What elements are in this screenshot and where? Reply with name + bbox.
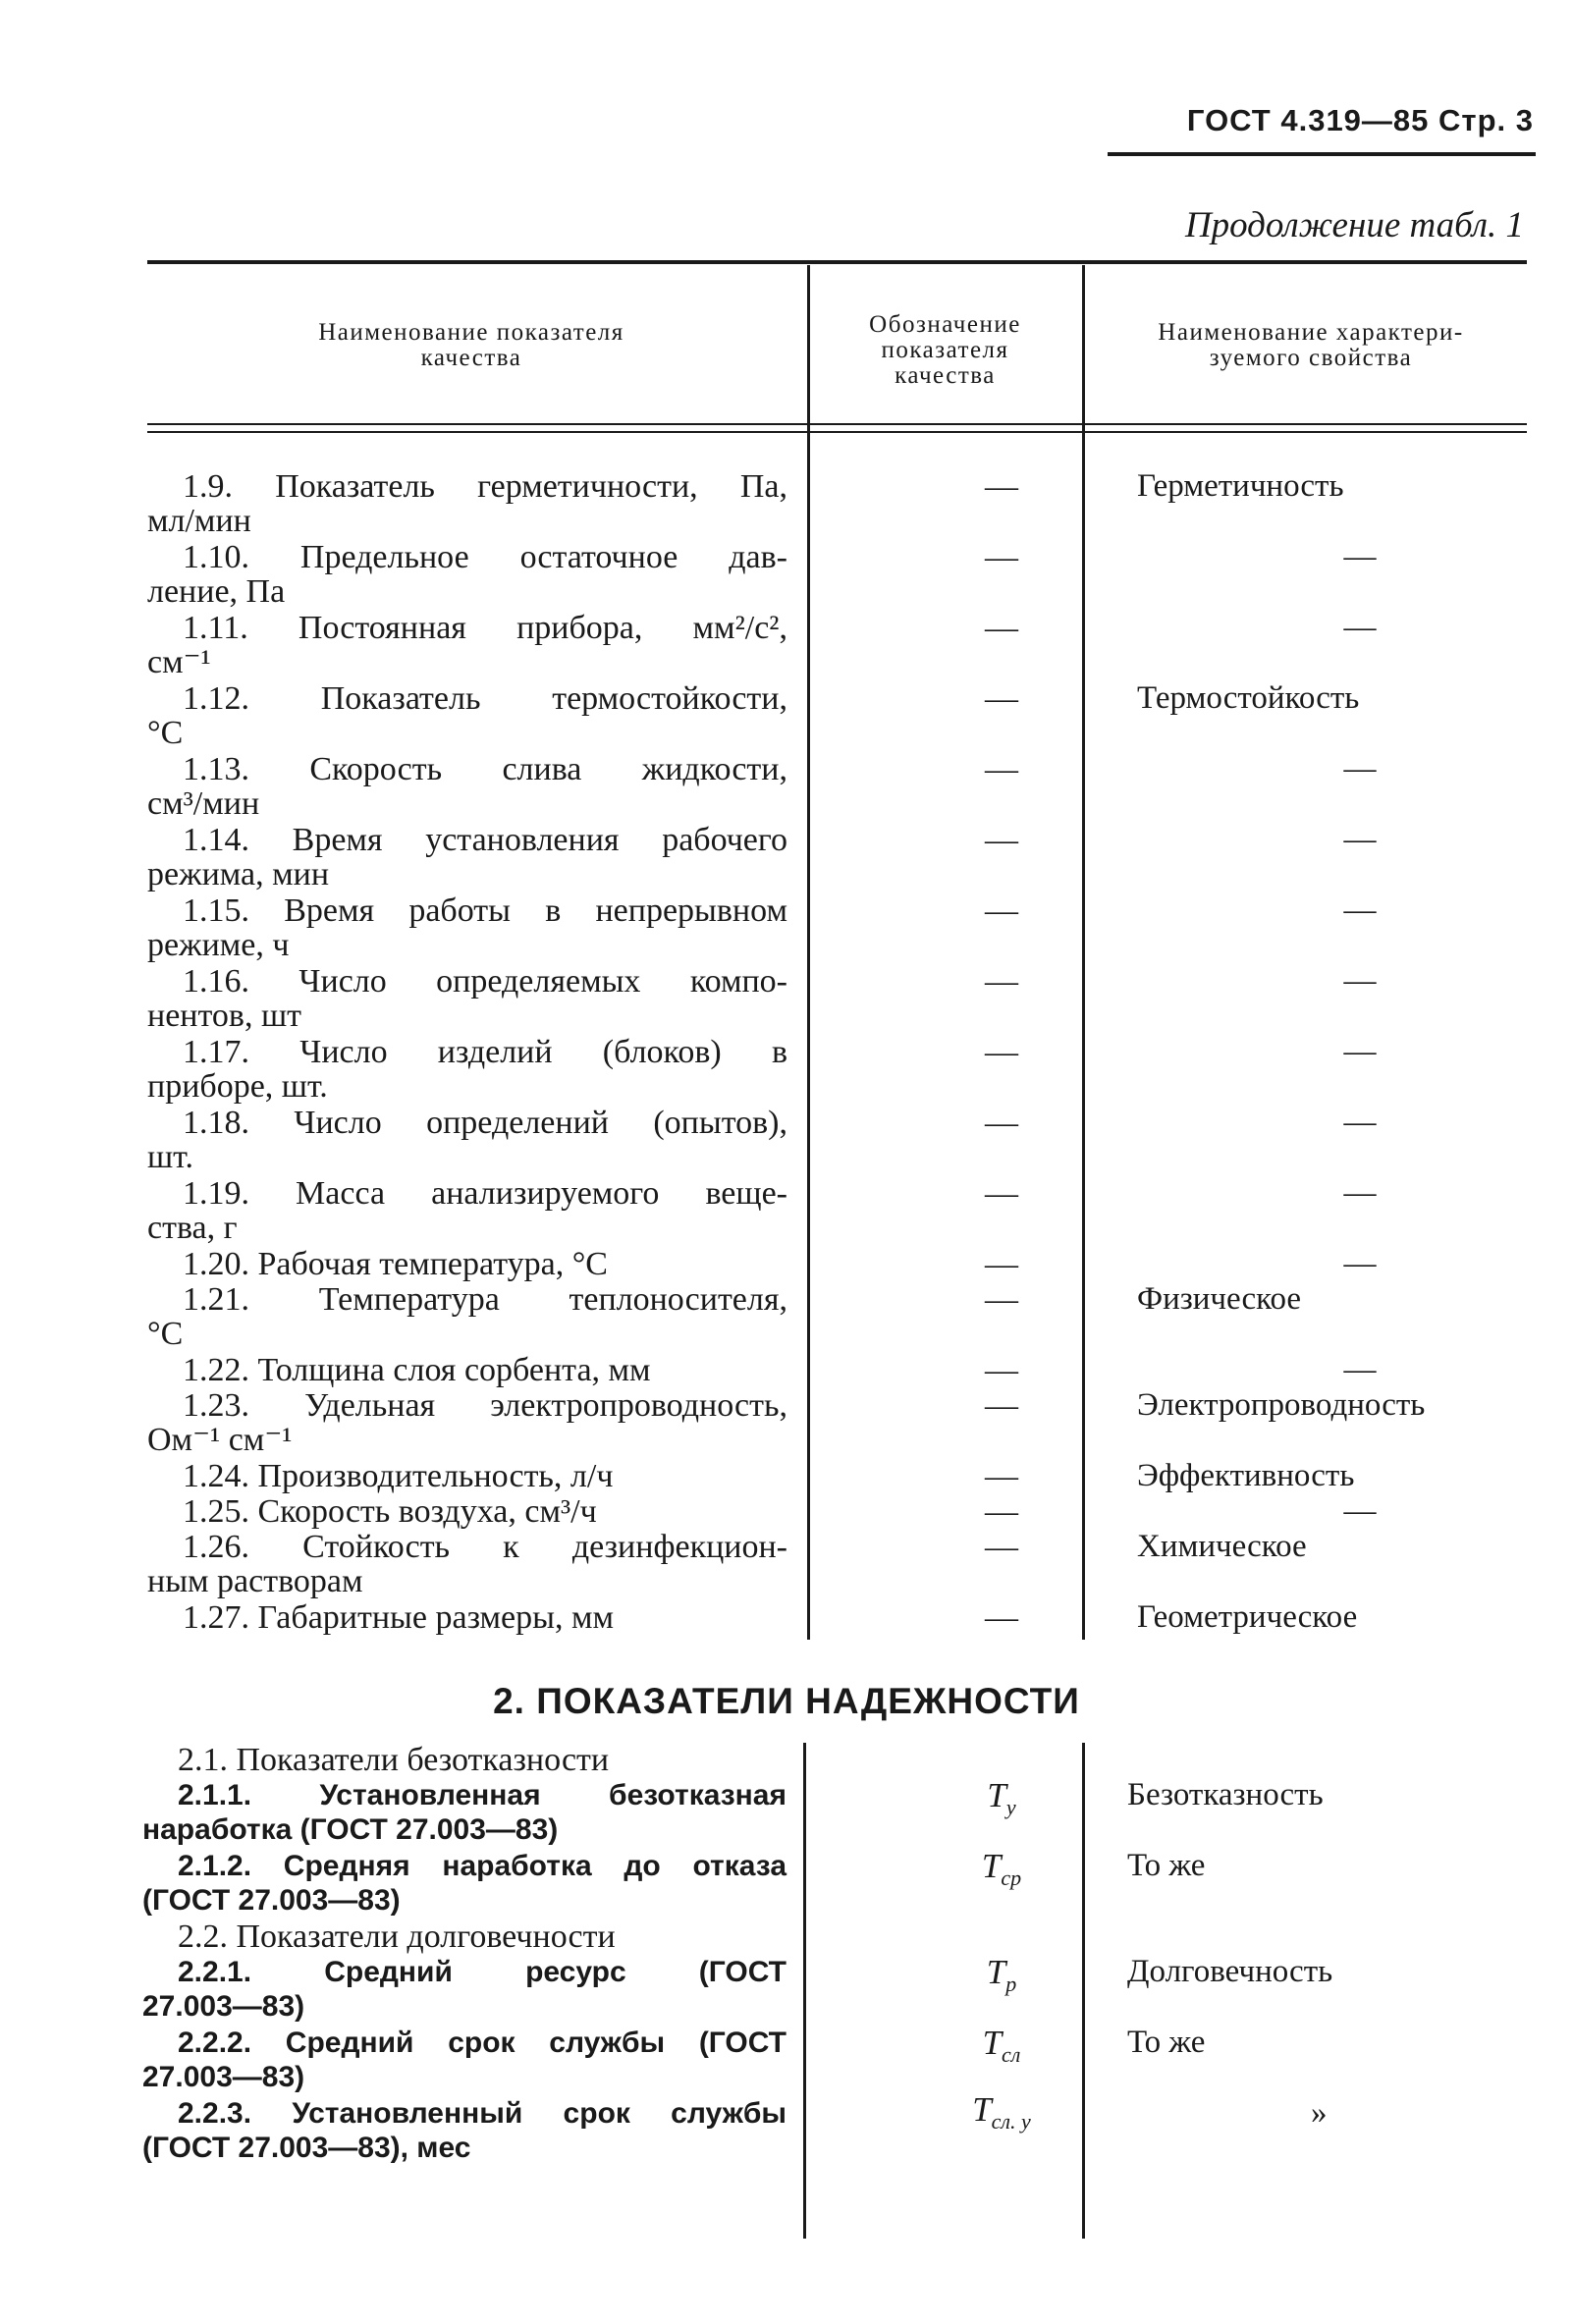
page-header: ГОСТ 4.319—85 Стр. 3 (1186, 103, 1534, 137)
indicator-name-line1: 1.14. Время установления рабочего (183, 822, 787, 858)
indicator-name (147, 1106, 787, 1174)
table-top-rule (147, 260, 1527, 264)
property-cell: — (1343, 539, 1377, 574)
indicator-name (147, 1388, 787, 1457)
indicator-name (147, 1494, 787, 1529)
table-row (147, 1106, 1527, 1176)
table-row (147, 752, 1527, 823)
table-row (147, 1282, 1527, 1353)
indicator-name (147, 681, 787, 750)
designation-cell: — (985, 822, 1018, 858)
indicator-name-line2: шт. (147, 1139, 193, 1175)
symbol-subscript: сл. у (991, 2109, 1031, 2134)
indicator-name-line2: (ГОСТ 27.003—83) (142, 1884, 401, 1917)
symbol-cell (928, 1955, 1075, 2001)
table-row (147, 1530, 1527, 1600)
table-row (147, 823, 1527, 893)
property-cell: Эффективность (1137, 1458, 1355, 1493)
designation-cell: — (985, 1281, 1018, 1318)
indicator-name (142, 1955, 786, 2024)
indicator-name-line1: 1.23. Удельная электропроводность, (183, 1387, 787, 1424)
designation-cell: — (985, 610, 1018, 646)
designation-cell: — (985, 1529, 1018, 1565)
indicator-name-line1: 1.26. Стойкость к дезинфекцион- (183, 1529, 787, 1565)
property-cell: — (1343, 1034, 1377, 1069)
property-cell: Долговечность (1127, 1954, 1333, 1989)
indicator-name-line2: 27.003—83) (142, 1990, 305, 2023)
table-row (147, 469, 1527, 540)
symbol-subscript: сл (1002, 2042, 1021, 2067)
indicator-name-line2: ление, Па (147, 573, 286, 610)
indicator-name-line1: 1.13. Скорость слива жидкости, (183, 751, 787, 787)
property-cell: Термостойкость (1137, 680, 1360, 716)
designation-cell: — (985, 1458, 1018, 1494)
designation-cell: — (985, 539, 1018, 575)
indicator-name (147, 964, 787, 1033)
indicator-name-line1: 2.1. Показатели безотказности (178, 1742, 610, 1778)
indicator-name-line1: 1.19. Масса анализируемого веще- (183, 1175, 787, 1212)
property-cell: Безотказность (1127, 1777, 1324, 1812)
indicator-name-line2: режиме, ч (147, 927, 290, 963)
property-cell: Электропроводность (1137, 1387, 1426, 1423)
symbol-main: T (972, 2090, 992, 2129)
table-row (147, 611, 1527, 681)
header-property (1095, 320, 1527, 371)
designation-cell: — (985, 680, 1018, 717)
indicator-name (147, 540, 787, 609)
header-rule (1108, 152, 1536, 156)
indicator-name-line1: 1.21. Температура теплоносителя, (183, 1281, 787, 1318)
property-cell: — (1343, 963, 1377, 999)
indicator-name-line2: нентов, шт (147, 998, 301, 1034)
header-property-line2: зуемого свойства (1209, 345, 1413, 371)
indicator-name-line1: 1.25. Скорость воздуха, см³/ч (183, 1493, 597, 1530)
symbol-cell (928, 2092, 1075, 2138)
indicator-name (142, 1743, 786, 1777)
indicator-name-line1: 1.10. Предельное остаточное дав- (183, 539, 787, 575)
symbol-subscript: р (1005, 1972, 1017, 1996)
property-cell: Физическое (1137, 1281, 1302, 1317)
indicator-name-line2: Ом⁻¹ см⁻¹ (147, 1422, 293, 1458)
symbol-subscript: ср (1001, 1865, 1022, 1890)
designation-cell: — (985, 1387, 1018, 1424)
symbol-main: T (987, 1776, 1006, 1814)
indicator-name-line1: 1.20. Рабочая температура, °С (183, 1246, 608, 1282)
table-row (142, 2090, 1527, 2167)
header-property-line1: Наименование характери- (1158, 319, 1464, 346)
designation-cell: — (985, 1493, 1018, 1530)
property-cell: — (1343, 1352, 1377, 1387)
indicator-name (147, 1600, 787, 1635)
designation-cell: — (985, 1034, 1018, 1070)
table-row (147, 1035, 1527, 1106)
indicator-name-line1: 1.12. Показатель термостойкости, (183, 680, 787, 717)
symbol-cell (928, 2026, 1075, 2072)
indicator-name-line1: 2.1.2. Средняя наработка до отказа (178, 1850, 786, 1882)
indicator-name-line2: ства, г (147, 1210, 238, 1246)
property-cell: — (1343, 610, 1377, 645)
indicator-name-line2: см³/мин (147, 785, 260, 822)
indicator-name-line2: приборе, шт. (147, 1068, 328, 1105)
indicator-name-line2: (ГОСТ 27.003—83), мес (142, 2132, 471, 2164)
indicator-name (147, 1530, 787, 1598)
header-indicator-name-line2: качества (420, 345, 522, 371)
property-cell: — (1343, 751, 1377, 786)
property-cell: » (1311, 2095, 1328, 2131)
header-designation (815, 312, 1075, 389)
indicator-name (147, 1282, 787, 1351)
header-bottom-rule-2 (147, 431, 1527, 433)
property-cell: — (1343, 822, 1377, 857)
designation-cell: — (985, 892, 1018, 929)
header-indicator-name-line1: Наименование показателя (318, 319, 624, 346)
designation-cell: — (985, 963, 1018, 1000)
table-continuation-label: Продолжение табл. 1 (1184, 205, 1524, 245)
indicator-name (147, 752, 787, 821)
indicator-name-line2: °С (147, 1316, 184, 1352)
header-designation-line1: Обозначение (869, 311, 1021, 338)
property-cell: — (1343, 1105, 1377, 1140)
indicator-name-line1: 1.24. Производительность, л/ч (183, 1458, 614, 1494)
table-row (147, 1388, 1527, 1459)
indicator-name-line1: 2.2.3. Установленный срок службы (178, 2097, 786, 2130)
designation-cell: — (985, 1246, 1018, 1282)
symbol-cell (928, 1849, 1075, 1895)
indicator-name (147, 823, 787, 892)
designation-cell: — (985, 1599, 1018, 1636)
indicator-name (142, 2096, 786, 2165)
header-bottom-rule (147, 423, 1527, 425)
symbol-main: T (982, 2024, 1003, 2062)
indicator-name (147, 1247, 787, 1281)
indicator-name-line1: 2.1.1. Установленная безотказная (178, 1779, 786, 1811)
table-row (142, 2026, 1527, 2096)
indicator-name-line1: 2.2. Показатели долговечности (178, 1919, 616, 1955)
indicator-name (147, 1459, 787, 1493)
indicator-name-line1: 1.22. Толщина слоя сорбента, мм (183, 1352, 651, 1388)
symbol-cell (928, 1778, 1075, 1824)
indicator-name-line1: 1.15. Время работы в непрерывном (183, 892, 787, 929)
property-cell: — (1343, 1246, 1377, 1281)
indicator-name-line2: наработка (ГОСТ 27.003—83) (142, 1813, 559, 1846)
indicator-name (142, 1778, 786, 1847)
table-row (142, 1849, 1527, 1919)
header-designation-line2: показателя (881, 337, 1009, 363)
property-cell: — (1343, 1493, 1377, 1529)
table-row (147, 1600, 1527, 1671)
table-row (147, 964, 1527, 1035)
property-cell: Геометрическое (1137, 1599, 1358, 1635)
indicator-name-line1: 2.2.2. Средний срок службы (ГОСТ (178, 2027, 786, 2059)
table-row (147, 540, 1527, 611)
designation-cell: — (985, 751, 1018, 787)
indicator-name (147, 1035, 787, 1104)
table-row (147, 1176, 1527, 1247)
table-row (142, 1955, 1527, 2026)
indicator-name-line1: 1.17. Число изделий (блоков) в (183, 1034, 787, 1070)
symbol-main: T (981, 1847, 1002, 1885)
property-cell: — (1343, 892, 1377, 928)
indicator-name (142, 1849, 786, 1918)
indicator-name (147, 469, 787, 538)
indicator-name-line1: 2.2.1. Средний ресурс (ГОСТ (178, 1956, 786, 1988)
property-cell: То же (1127, 2025, 1206, 2060)
indicator-name (147, 893, 787, 962)
table-row (142, 1778, 1527, 1849)
indicator-name-line2: 27.003—83) (142, 2061, 305, 2093)
property-cell: — (1343, 1175, 1377, 1211)
indicator-name (147, 1176, 787, 1245)
header-indicator-name (177, 320, 766, 371)
symbol-main: T (986, 1953, 1006, 1991)
property-cell: Герметичность (1137, 468, 1344, 504)
property-cell: То же (1127, 1848, 1206, 1883)
indicator-name-line1: 1.11. Постоянная прибора, мм²/с², (183, 610, 787, 646)
header-designation-line3: качества (895, 362, 996, 389)
symbol-subscript: у (1005, 1795, 1016, 1819)
indicator-name-line2: °С (147, 715, 184, 751)
indicator-name-line2: режима, мин (147, 856, 330, 892)
indicator-name-line2: мл/мин (147, 503, 251, 539)
section-title: 2. ПОКАЗАТЕЛИ НАДЕЖНОСТИ (493, 1681, 1080, 1721)
indicator-name (147, 1353, 787, 1387)
indicator-name (147, 611, 787, 679)
indicator-name-line2: см⁻¹ (147, 644, 211, 680)
table-row (147, 681, 1527, 752)
designation-cell: — (985, 1352, 1018, 1388)
indicator-name-line1: 1.9. Показатель герметичности, Па, (183, 468, 787, 505)
indicator-name (142, 1919, 786, 1954)
designation-cell: — (985, 468, 1018, 505)
table-row (147, 893, 1527, 964)
indicator-name-line2: ным растворам (147, 1563, 363, 1599)
indicator-name-line1: 1.16. Число определяемых компо- (183, 963, 787, 1000)
indicator-name-line1: 1.18. Число определений (опытов), (183, 1105, 787, 1141)
indicator-name-line1: 1.27. Габаритные размеры, мм (183, 1599, 614, 1636)
designation-cell: — (985, 1175, 1018, 1212)
property-cell: Химическое (1137, 1529, 1307, 1564)
indicator-name (142, 2026, 786, 2094)
designation-cell: — (985, 1105, 1018, 1141)
